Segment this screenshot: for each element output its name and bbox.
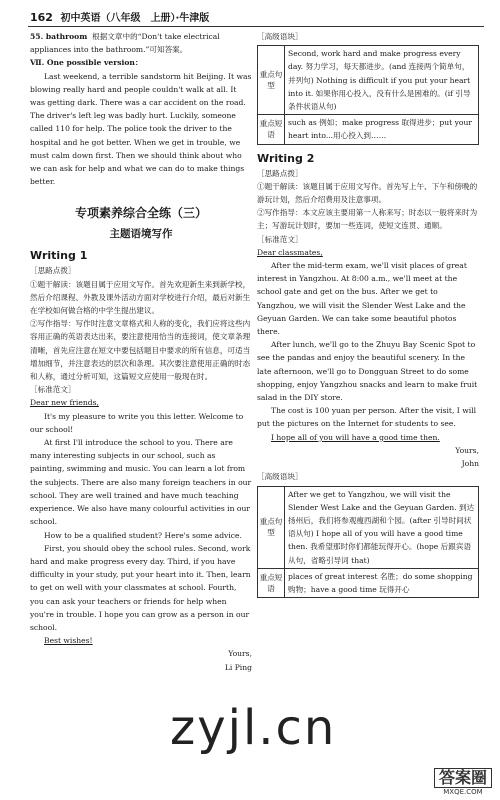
- w1-tip1: ①题干解读：该题目属于应用文写作。首先欢迎新生来到新学校，然后介绍课程、外教及课外活动方面对学校进行介绍，最后对新生在学校如何做合格的中学生提出建议。: [30, 279, 251, 316]
- box1-row-sentences: [258, 46, 478, 114]
- chunk-box-1: [257, 45, 479, 144]
- logo-text: MXQE.COM: [443, 788, 483, 796]
- letter-p3: How to be a qualified student? Here's some advice.: [44, 530, 242, 540]
- logo-mark: 答案圈: [434, 768, 492, 788]
- section-vii-label: Ⅶ. One possible version：: [30, 58, 143, 68]
- left-column: [30, 30, 252, 674]
- letter-sign-name: Li Ping: [224, 662, 252, 672]
- box1-content-phrases: such as 例如；make progress 取得进步；put your heart into...用心投入到……: [288, 118, 473, 141]
- letter2-sign-yours: Yours,: [455, 445, 479, 455]
- letter2-sign-name: John: [461, 459, 479, 469]
- section-title: 专项素养综合全练（三）: [74, 206, 207, 221]
- writing1-heading: Writing 1: [30, 249, 88, 263]
- box1-head-sentences: 重点句型: [258, 46, 285, 114]
- answer-55: 55. bathroom 根据文章中的“Don't take electrical appliances into the bathroom.”可知答案。: [30, 32, 220, 55]
- letter-greeting: Dear new friends,: [30, 398, 99, 408]
- letter2-p1: After the mid-term exam, we'll visit places of great interest in Yangzhou. At 8:00 a.m., we'll meet at the school gate and get on the bus. After we get to Yangzhou, we will visit the Slender West Lake and the Geyuan Garden. We can take some beautiful photos there.: [257, 261, 467, 337]
- letter2-p4: I hope all of you will have a good time then.: [271, 432, 440, 442]
- w2-tip1: ①题干解读：该题目属于应用文写作。首先写上午、下午和傍晚的游玩计划，然后介绍费用及注意事项。: [257, 181, 478, 205]
- sample-essay: Last weekend, a terrible sandstorm hit Beijing. It was blowing really hard and people couldn't walk at all. It was getting dark. There was a car accident on the road. The driver's left leg was badly hurt. Luckily, someone called 110 for help. The police took the driver to the hospital and he got better. When we get in trouble, we must calm down first. Then we should think about who we can ask for help and what we can do to make things better.: [30, 71, 252, 187]
- model-tag: ［标准范文］: [30, 385, 76, 395]
- letter-p1: It's my pleasure to write you this letter. Welcome to our school!: [30, 411, 244, 434]
- box1-row-phrases: [258, 114, 478, 143]
- letter-p4: First, you should obey the school rules. Second, work hard and make progress every day. Third, if you have difficulty in your study, put your heart into it. Then, learn to get on well with your classmates at school. Fourth, you can ask your teachers or friends for help when you're in trouble. I hope you can grow as a person in our school.: [30, 543, 251, 632]
- right-column: [257, 30, 479, 598]
- book-title: 初中英语（八年级 上册）·牛津版: [60, 13, 210, 24]
- model-tag-2: ［标准范文］: [257, 234, 303, 244]
- box2-head-sentences: 重点句型: [258, 487, 285, 568]
- box1-content-sentences: Second, work hard and make progress every day. 努力学习，每天都进步。(and 连接两个简单句，并列句) Nothing is difficult if you put your heart into it. 如果你用心投入，没有什么是困难的。(if 引导条件状语从句): [288, 49, 471, 112]
- site-logo: [434, 768, 492, 796]
- chunk-box-2: [257, 486, 479, 599]
- writing2-heading: Writing 2: [257, 151, 315, 165]
- box2-content-sentences: After we get to Yangzhou, we will visit the Slender West Lake and the Geyuan Garden. 到达扬州后，我们将参观瘦西湖和个园。(after 引导时间状语从句) I hope all of you will have a good time then. 我希望那时你们都能玩得开心。(hope 后跟宾语从句，省略引导词 that): [288, 489, 475, 565]
- letter2-p2: After lunch, we'll go to the Zhuyu Bay Scenic Spot to see the pandas and enjoy the beautiful scenery. In the late afternoon, we'll go to Dongguan Street to do some shopping, enjoy Yangzhou snacks and learn to make fruit salad in the DIY store.: [257, 340, 478, 403]
- letter2-p3: The cost is 100 yuan per person. After the visit, I will put the pictures on the Internet for students to see.: [257, 406, 477, 429]
- thinking-tag: ［思路点拨］: [30, 266, 76, 276]
- watermark: zyjl.cn: [170, 700, 337, 756]
- box2-content-phrases: places of great interest 名胜；do some shopping 购物；have a good time 玩得开心: [288, 571, 473, 594]
- box2-row-sentences: [258, 487, 478, 568]
- page-header: [30, 9, 209, 24]
- page-number: 162: [30, 11, 53, 24]
- box2-row-phrases: [258, 568, 478, 597]
- header-rule: [28, 26, 484, 27]
- letter-sign-yours: Yours,: [228, 649, 252, 659]
- w1-tip2: ②写作指导：写作时注意文章格式和人称的变化，我们应将这些内容用正确的英语表达出来，要注意使用恰当的连接词，使文章条理清晰，首先应注意在短文中要包括题目中要求的所有信息，可适当增加细节，并注意表达的层次和条理。其次要注意使用正确的时态和人称，通过分析可知，这篇短文应使用一般现在时。: [30, 319, 251, 382]
- box1-head-phrases: 重点短语: [258, 115, 285, 143]
- advanced-chunk-tag: ［高级语块］: [257, 32, 303, 41]
- box2-head-phrases: 重点短语: [258, 569, 285, 597]
- w2-tip2: ②写作指导：本文应该主要用第一人称来写；时态以一般将来时为主；写游玩计划时，要加一些连词，使短文连贯、通顺。: [257, 208, 478, 231]
- letter-closing: Best wishes!: [44, 636, 93, 646]
- letter2-greeting: Dear classmates,: [257, 247, 323, 257]
- section-subtitle: 主题语境写作: [109, 228, 173, 241]
- letter-p2: At first I'll introduce the school to you. There are many interesting subjects in our school, such as painting, swimming and music. You can learn a lot from the subjects. There are also many foreign teachers in our school. They are well trained and have much teaching experience. We also have many colourful activities in our school.: [30, 438, 252, 527]
- advanced-chunk-tag-2: ［高级语块］: [257, 472, 303, 482]
- thinking-tag-2: ［思路点拨］: [257, 168, 303, 178]
